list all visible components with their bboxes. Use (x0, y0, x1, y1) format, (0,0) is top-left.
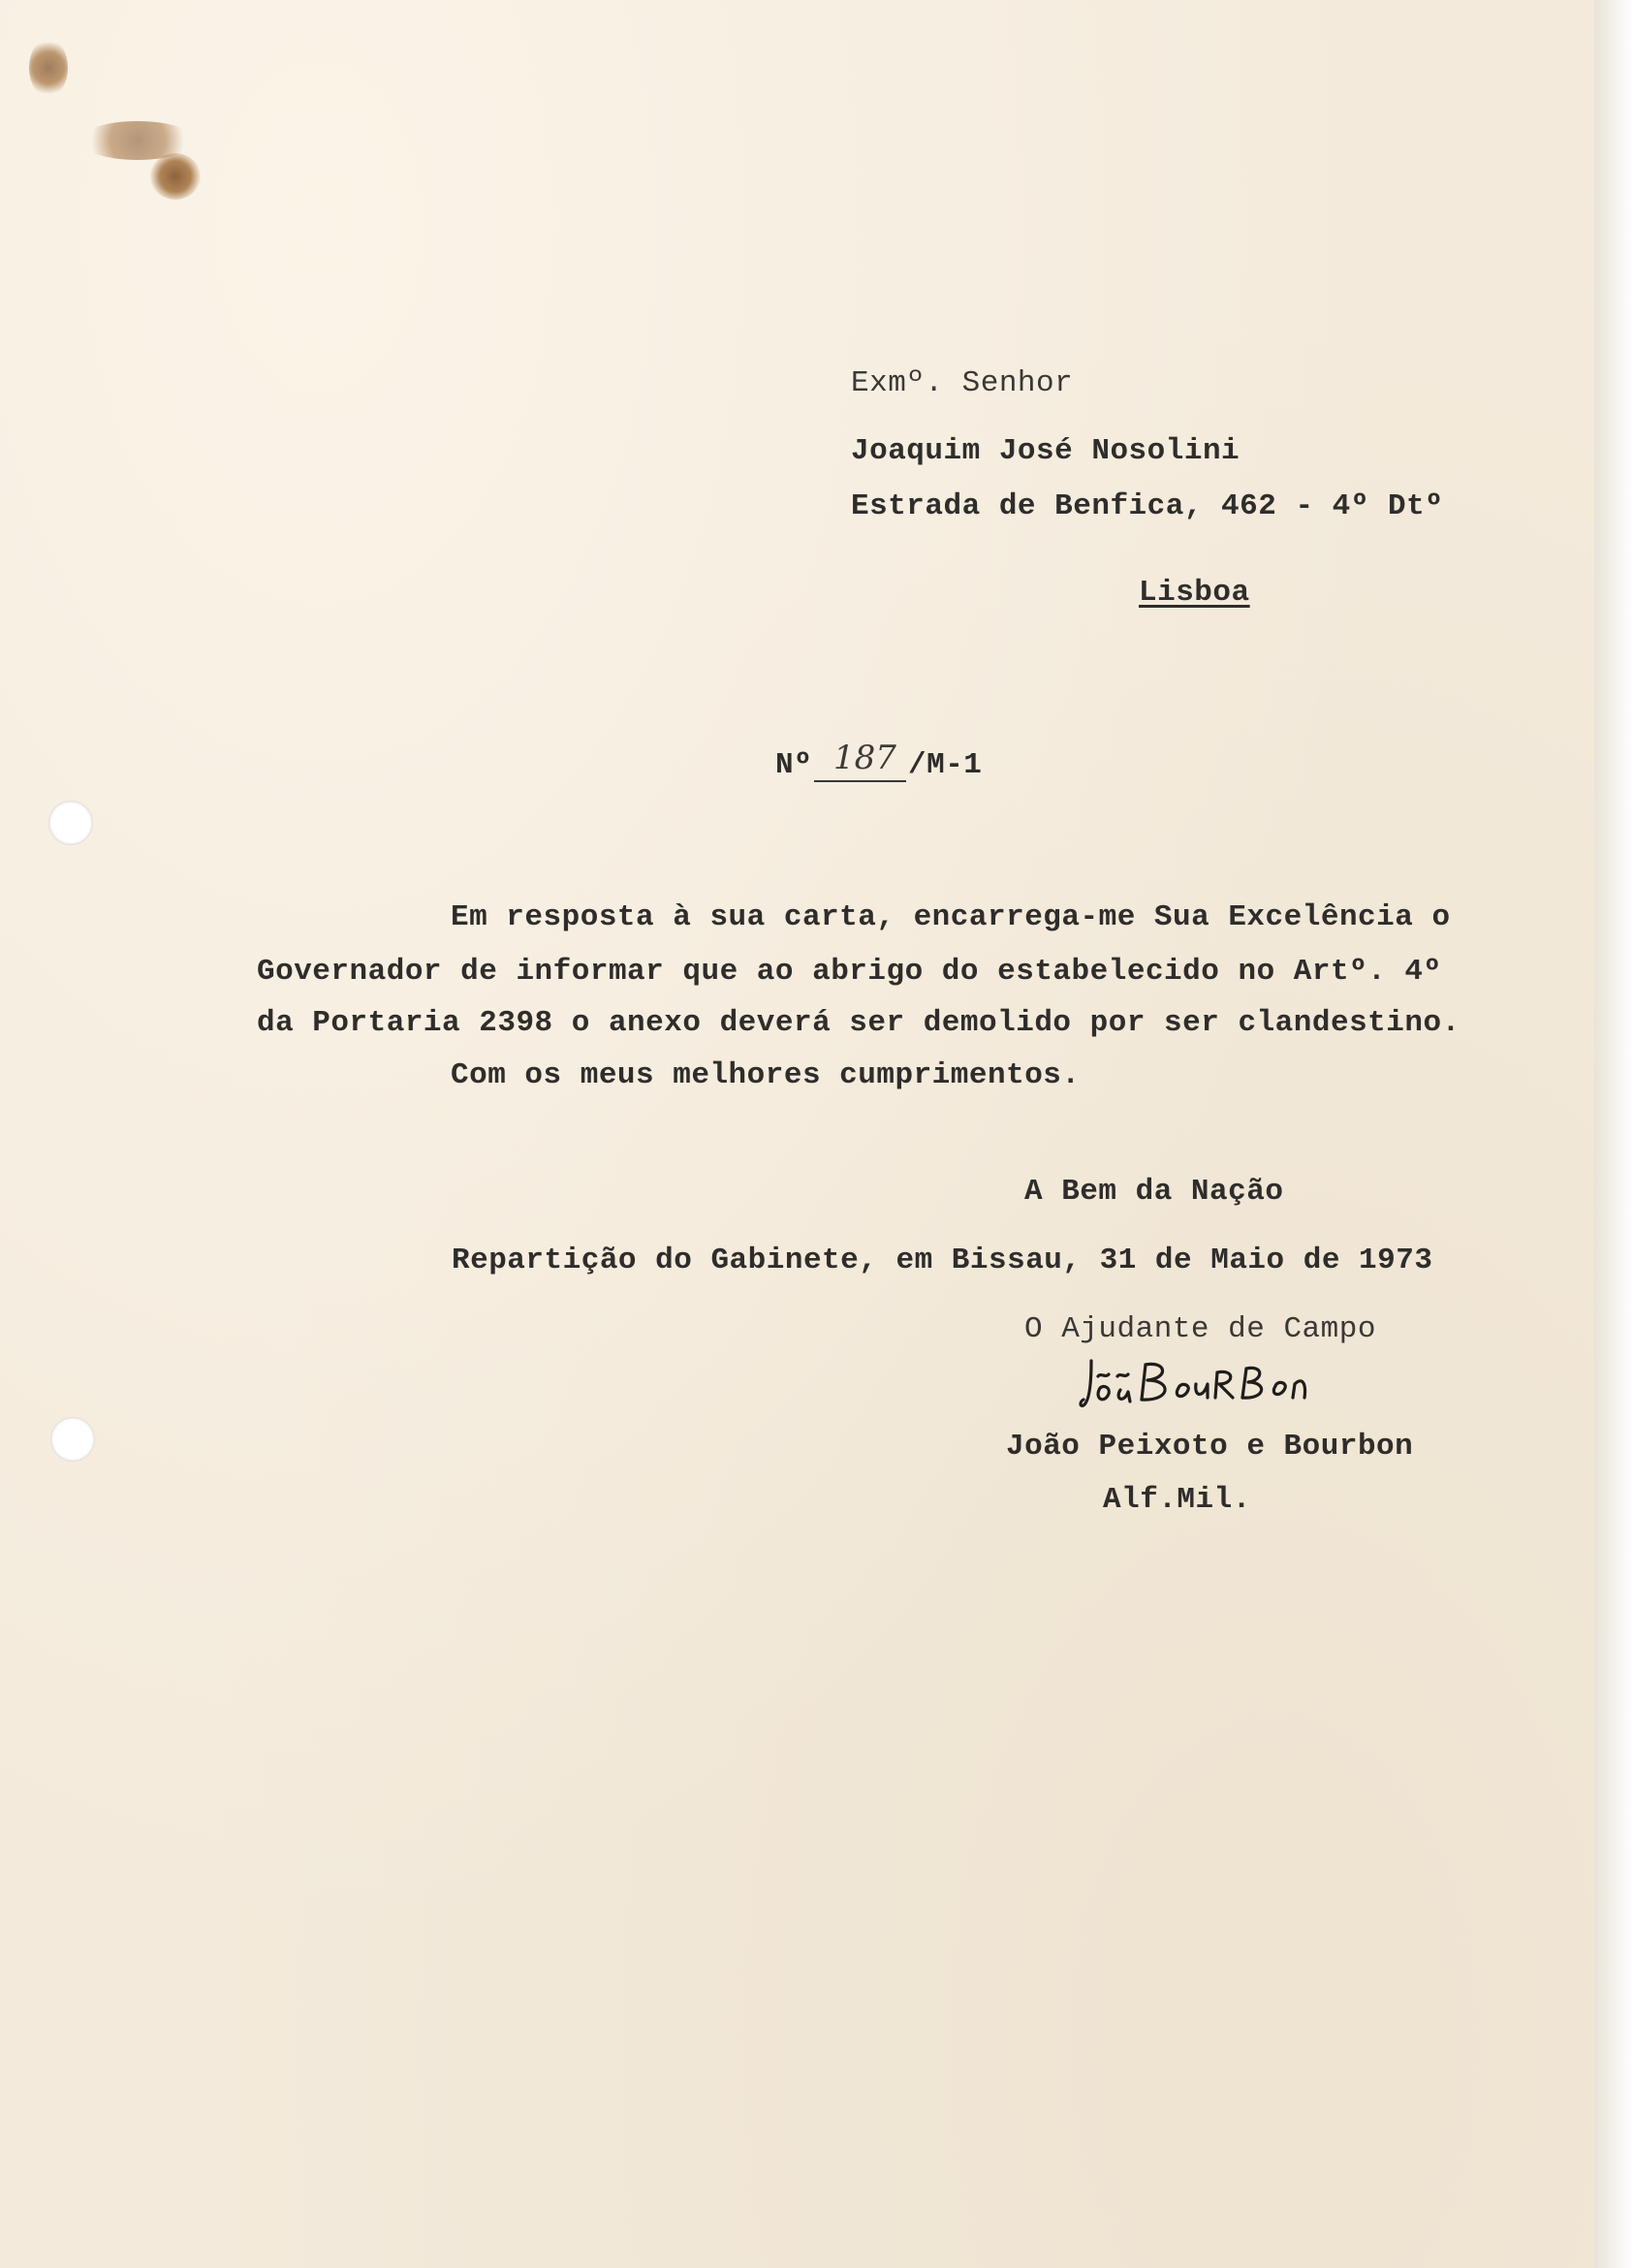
recipient-city: Lisboa (1139, 576, 1250, 610)
punch-hole (50, 1417, 95, 1462)
reference-number: 187 (833, 739, 896, 777)
place-date: Repartição do Gabinete, em Bissau, 31 de Maio de 1973 (452, 1244, 1433, 1277)
ink-stain (29, 39, 68, 97)
recipient-name: Joaquim José Nosolini (851, 434, 1240, 468)
ink-stain (150, 153, 201, 200)
punch-hole (48, 801, 93, 845)
body-line-4: Com os meus melhores cumprimentos. (451, 1058, 1081, 1092)
scan-edge (1594, 0, 1633, 2268)
signer-name: João Peixoto e Bourbon (1006, 1430, 1414, 1464)
recipient-address: Estrada de Benfica, 462 - 4º Dtº (851, 489, 1444, 523)
signer-rank: Alf.Mil. (1103, 1483, 1251, 1517)
signer-title: O Ajudante de Campo (1024, 1312, 1376, 1346)
reference-suffix: /M-1 (908, 748, 983, 782)
salutation: Exmº. Senhor (851, 366, 1074, 400)
body-line-1: Em resposta à sua carta, encarrega-me Sua Excelência o (451, 900, 1451, 934)
body-line-2: Governador de informar que ao abrigo do estabelecido no Artº. 4º (257, 955, 1442, 989)
reference-blank-line (814, 780, 906, 782)
motto: A Bem da Nação (1024, 1175, 1284, 1209)
reference-prefix: Nº (775, 748, 813, 782)
body-line-3: da Portaria 2398 o anexo deverá ser demolido por ser clandestino. (257, 1006, 1460, 1040)
handwritten-signature (1078, 1355, 1330, 1423)
